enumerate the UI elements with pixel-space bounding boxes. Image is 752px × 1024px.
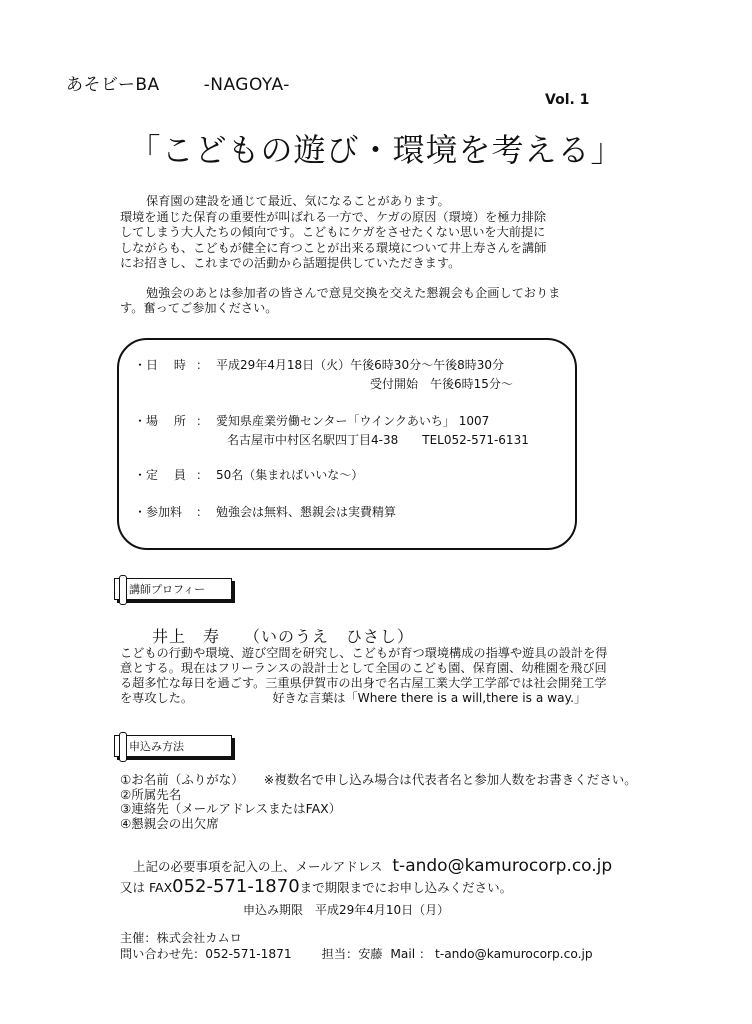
- org-name-right: -NAGOYA-: [203, 75, 290, 95]
- page-title: 「こどもの遊び・環境を考える」: [128, 131, 624, 169]
- date-value: 平成29年4月18日（火）午後6時30分～午後8時30分: [216, 358, 504, 372]
- fee-label: ・参加料: [134, 505, 183, 519]
- intro-line: してしまう大人たちの傾向です。こどもにケガをさせたくない思いを大前提に: [120, 225, 546, 239]
- contact-email-line: [133, 856, 612, 876]
- contact-email[interactable]: t-ando@kamurocorp.co.jp: [392, 856, 613, 876]
- capacity-label: ・定 員: [134, 468, 186, 482]
- colon: ：: [196, 414, 209, 428]
- contact-email-lead: 上記の必要事項を記入の上、メールアドレス: [133, 859, 383, 874]
- apply-section-tag: [114, 735, 232, 757]
- fee-value: 勉強会は無料、懇親会は実費精算: [216, 505, 397, 519]
- volume-number: Vol. 1: [545, 92, 590, 108]
- intro-paragraph-1: [120, 194, 600, 272]
- apply-step-4: ④懇親会の出欠席: [120, 815, 219, 831]
- intro-line: しながらも、こどもが健全に育つことが出来る環境について井上寿さんを講師: [120, 240, 547, 255]
- place-label: ・場 所: [134, 414, 186, 428]
- application-deadline: 申込み期限 平成29年4月10日（月）: [243, 903, 450, 917]
- contact-fax-line: [120, 876, 512, 897]
- footer-inquiry: 問い合わせ先：052-571-1871: [120, 947, 292, 961]
- intro-text: [120, 194, 600, 317]
- apply-step-1-note: ※複数名で申し込み場合は代表者名と参加人数をお書きください。: [263, 772, 637, 787]
- contact-fax-lead: 又は FAX: [120, 880, 173, 895]
- profile-line: る超多忙な毎日を過ごす。三重県伊賀市の出身で名古屋工業大学工学部では社会開発工学: [120, 676, 607, 690]
- intro-line: す。奮ってご参加ください。: [120, 301, 278, 315]
- apply-step-3: ③連絡先（メールアドレスまたはFAX）: [120, 801, 342, 816]
- footer-mail[interactable]: Mail ： t-ando@kamurocorp.co.jp: [390, 947, 593, 961]
- footer-contact: [120, 946, 593, 962]
- colon: ：: [196, 505, 209, 519]
- footer-host: 主催：株式会社カムロ: [120, 931, 242, 945]
- profile-line: を専攻した。 好きな言葉は「Where there is a will,there is a way.」: [120, 691, 587, 705]
- intro-line: 環境を通じた保育の重要性が叫ばれる一方で、ケガの原因（環境）を極力排除: [120, 209, 547, 224]
- intro-line: 保育園の建設を通じて最近、気になることがあります。: [146, 194, 450, 208]
- org-name: [66, 70, 290, 95]
- event-place-row: [134, 412, 489, 430]
- contact-fax: 052-571-1870: [172, 876, 300, 897]
- profile-line: こどもの行動や環境、遊び空間を研究し、こどもが育つ環境構成の指導や遊具の設計を得: [120, 646, 608, 660]
- intro-line: 勉強会のあとは参加者の皆さんで意見交換を交えた懇親会も企画しておりま: [146, 285, 561, 300]
- footer: [120, 930, 593, 962]
- apply-steps: [120, 773, 637, 831]
- intro-paragraph-2: [120, 286, 600, 317]
- contact-fax-tail: まで期限までにお申し込みください。: [299, 880, 513, 895]
- apply-step-2: ②所属先名: [120, 786, 182, 802]
- date-label: ・日 時: [134, 358, 186, 372]
- intro-line: にお招きし、これまでの活動から話題提供していただきます。: [120, 256, 461, 270]
- reception-start: 受付開始 午後6時15分～: [370, 377, 513, 391]
- capacity-value: 50名（集まればいいな～）: [216, 468, 364, 482]
- place-address: 名古屋市中村区名駅四丁目4-38 TEL052-571-6131: [227, 433, 529, 447]
- lecturer-name-kanji: 井上 寿: [152, 627, 221, 646]
- apply-tag-label: 申込み方法: [129, 740, 184, 753]
- profile-tag-label: 講師プロフィー: [129, 583, 206, 596]
- org-name-left: あそビーBA: [66, 75, 160, 95]
- colon: ：: [196, 358, 209, 372]
- place-value: 愛知県産業労働センター「ウインクあいち」 1007: [216, 414, 490, 428]
- apply-step-1: ①お名前（ふりがな） ※複数名で申し込み場合は代表者名と参加人数をお書きください。: [120, 772, 637, 787]
- colon: ：: [196, 468, 209, 482]
- event-date-row: [134, 356, 504, 374]
- lecturer-name: [152, 624, 414, 647]
- profile-section-tag: [114, 578, 232, 600]
- profile-line: 意とする。現在はフリーランスの設計士として全国のこども園、保育園、幼稚園を飛び回: [120, 661, 607, 675]
- event-fee-row: [134, 503, 396, 521]
- footer-person: 担当：安藤: [321, 947, 383, 961]
- event-capacity-row: [134, 466, 363, 484]
- lecturer-name-reading: （いのうえ ひさし）: [244, 627, 415, 646]
- lecturer-profile-text: [120, 646, 660, 706]
